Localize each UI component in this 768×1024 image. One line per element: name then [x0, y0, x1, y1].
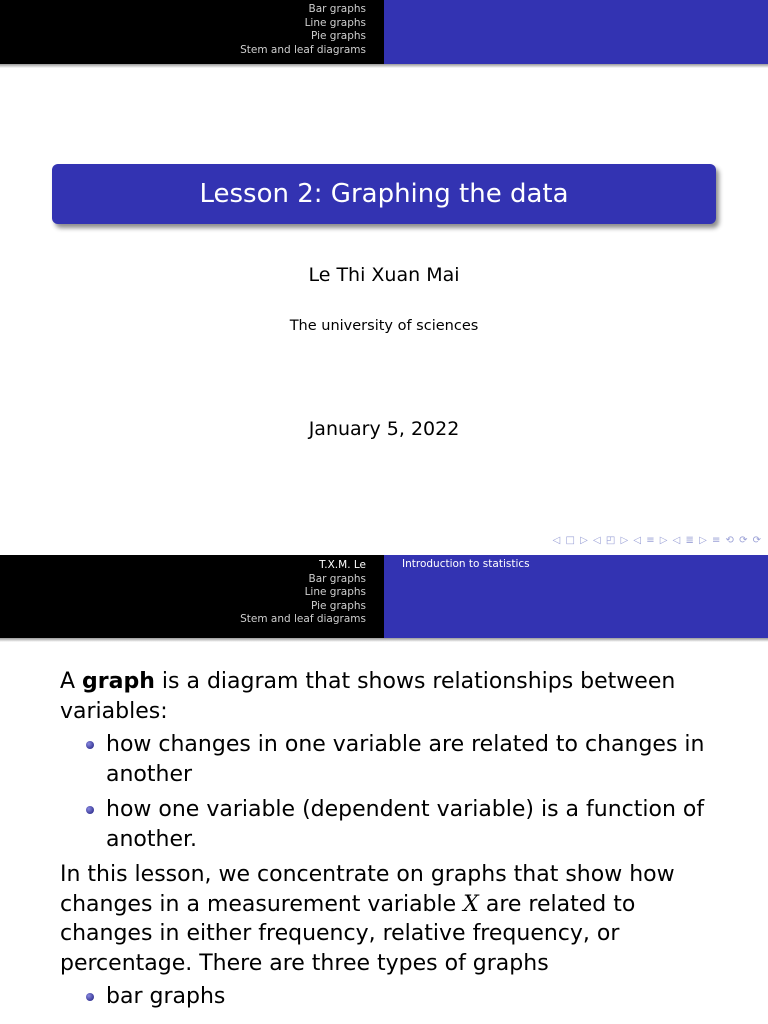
list-item [106, 982, 720, 1012]
presentation-title: Lesson 2: Graphing the data [52, 164, 716, 224]
slide-body [60, 667, 720, 1018]
list-item-text: how changes in one variable are related to changes in another [106, 732, 705, 787]
variable-x: X [463, 891, 479, 917]
slide-headline [0, 555, 768, 638]
intro-rest: is a diagram that shows relationships between variables: [60, 669, 676, 724]
headline-section-panel [384, 0, 768, 64]
headline-shadow [0, 64, 768, 68]
intro-paragraph [60, 667, 720, 726]
bullet-icon [86, 741, 94, 749]
headline-nav-panel [0, 555, 384, 638]
nav-link-line-graphs[interactable]: Line graphs [304, 16, 366, 29]
content-slide [0, 555, 768, 1024]
para-before: In this lesson, we concentrate on graphs that show how changes in a measurement variable [60, 862, 675, 917]
headline-shadow [0, 638, 768, 642]
headline-section-panel [384, 555, 768, 638]
list-item-text: how one variable (dependent variable) is a function of another. [106, 797, 705, 852]
institute-name: The university of sciences [289, 318, 479, 334]
nav-link-stem-and-leaf[interactable]: Stem and leaf diagrams [240, 43, 366, 56]
nav-link-stem-and-leaf[interactable]: Stem and leaf diagrams [240, 613, 366, 626]
author-name: Le Thi Xuan Mai [308, 264, 460, 286]
slide-headline [0, 0, 768, 64]
lesson-paragraph [60, 860, 720, 978]
presentation-date: January 5, 2022 [308, 418, 460, 440]
list-item [106, 730, 720, 789]
para-after: are related to changes in either frequency, relative frequency, or percentage. There are three types of graphs [60, 891, 636, 976]
beamer-navigation-icons[interactable]: ◁ □ ▷ ◁ ◰ ▷ ◁ ≡ ▷ ◁ ≣ ▷ ≡ ⟲ ⟳ ⟳ [552, 535, 762, 546]
relationship-list [60, 730, 720, 854]
headline-author: T.X.M. Le [319, 559, 366, 571]
list-item-text: bar graphs [106, 984, 226, 1009]
bullet-icon [86, 806, 94, 814]
nav-link-bar-graphs[interactable]: Bar graphs [308, 572, 366, 585]
term-graph: graph [82, 669, 155, 694]
list-item [106, 795, 720, 854]
nav-link-pie-graphs[interactable]: Pie graphs [310, 30, 366, 43]
graph-types-list [60, 982, 720, 1012]
nav-link-line-graphs[interactable]: Line graphs [304, 586, 366, 599]
nav-link-bar-graphs[interactable]: Bar graphs [308, 3, 366, 15]
bullet-icon [86, 993, 94, 1001]
section-title[interactable]: Introduction to statistics [402, 558, 530, 570]
nav-link-pie-graphs[interactable]: Pie graphs [310, 599, 366, 612]
headline-nav-panel [0, 0, 384, 64]
intro-prefix: A [60, 669, 83, 694]
